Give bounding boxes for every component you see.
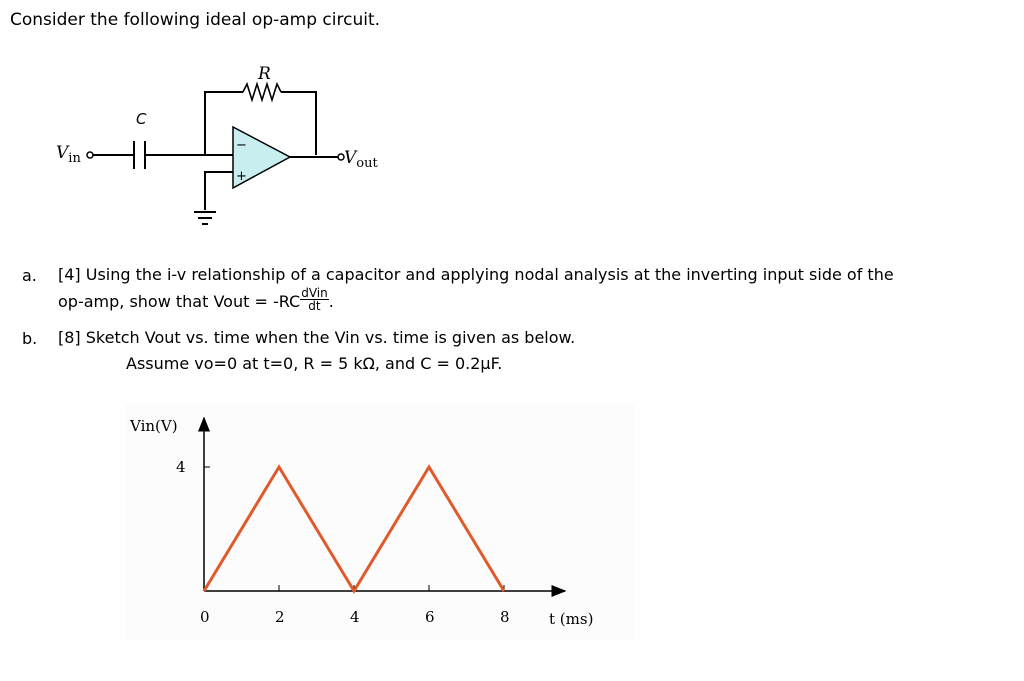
vout-label: $V_{out}$ [344,148,378,171]
noninverting-sign: + [236,169,247,184]
question-a-line2: op-amp, show that Vout = -RC $\frac{\text{dVin}}{dt}$ . [58,286,334,313]
derivative-fraction: $\frac{\text{dVin}}{dt}$ [301,286,328,313]
y-tick-label-4: 4 [176,458,186,476]
x-axis-label: t (ms) [549,610,594,628]
question-a-line1: [4] Using the i-v relationship of a capacitor and applying nodal analysis at the inverting input side of the [58,265,894,284]
intro-text: Consider the following ideal op-amp circuit. [10,10,381,30]
x-tick-label-6: 6 [425,608,435,626]
question-b-letter: b. [22,329,38,348]
inverting-sign: − [236,138,247,153]
y-axis-label: Vin(V) [130,417,178,435]
vin-label: $V_{in}$ [56,143,81,166]
resistor-label: R [258,64,271,84]
x-tick-label-8: 8 [500,608,510,626]
chart-background [125,405,635,640]
x-tick-label-2: 2 [275,608,285,626]
x-tick-label-4: 4 [350,608,360,626]
question-a-letter: a. [22,266,37,285]
question-b-line2: Assume vo=0 at t=0, R = 5 kΩ, and C = 0.2μF. [126,354,503,373]
question-b-line1: [8] Sketch Vout vs. time when the Vin vs. time is given as below. [58,328,576,347]
x-tick-label-0: 0 [200,608,210,626]
capacitor-label: C [136,110,147,128]
